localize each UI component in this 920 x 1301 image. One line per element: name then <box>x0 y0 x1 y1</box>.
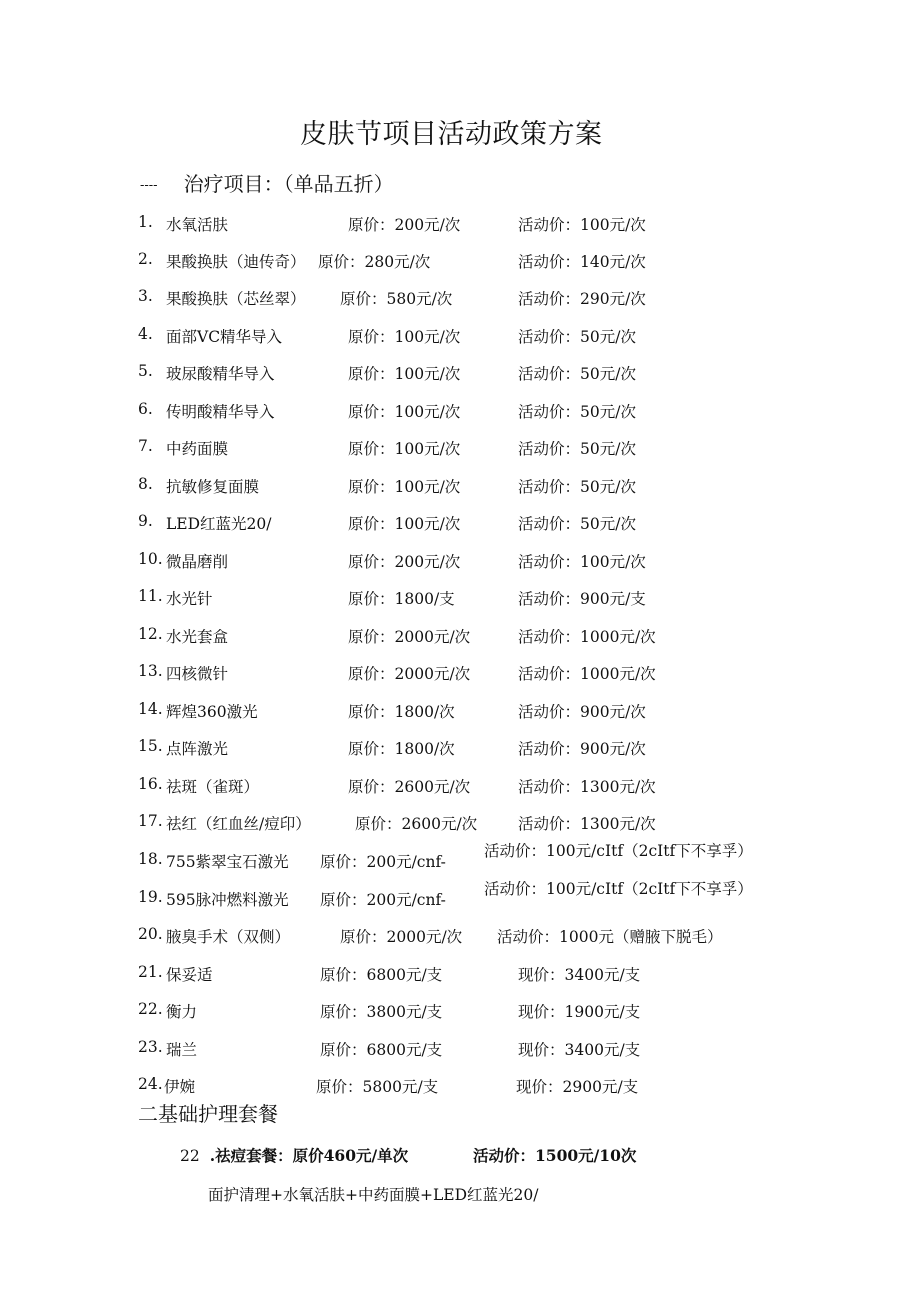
treatment-row <box>0 1038 920 1062</box>
item-activity-price: 活动价：1300元/次 <box>518 815 656 833</box>
item-activity-price: 现价：3400元/支 <box>518 966 641 984</box>
item-activity-price: 活动价：1000元/次 <box>518 665 656 683</box>
item-number: 8. <box>138 475 153 493</box>
item-number: 17. <box>138 812 163 830</box>
item-activity-price: 活动价：50元/次 <box>518 515 636 533</box>
package-number: 22 <box>180 1147 200 1165</box>
item-original-price: 原价：6800元/支 <box>320 1041 443 1059</box>
item-activity-price: 活动价：900元/次 <box>518 703 646 721</box>
item-original-price: 原价：100元/次 <box>348 365 461 383</box>
item-name: 水氧活肤 <box>166 216 229 234</box>
item-name: 腋臭手术（双侧） <box>166 928 291 946</box>
item-original-price: 原价：6800元/支 <box>320 966 443 984</box>
section-treatment-heading <box>140 168 394 197</box>
item-name: 点阵激光 <box>166 740 229 758</box>
section-dash: ---- <box>140 178 158 193</box>
item-number: 13. <box>138 662 163 680</box>
item-number: 21. <box>138 963 163 981</box>
treatment-row <box>0 662 920 686</box>
treatment-row <box>0 625 920 649</box>
item-number: 19. <box>138 888 163 906</box>
item-activity-price: 活动价：50元/次 <box>518 328 636 346</box>
item-number: 15. <box>138 737 163 755</box>
item-name: 755紫翠宝石激光 <box>166 853 289 871</box>
item-activity-price: 活动价：900元/支 <box>518 590 646 608</box>
item-original-price: 原价：2000元/次 <box>340 928 463 946</box>
item-name: 抗敏修复面膜 <box>166 478 260 496</box>
item-activity-price: 活动价：100元/次 <box>518 216 646 234</box>
item-number: 4. <box>138 325 153 343</box>
section-basic-care-heading: 二基础护理套餐 <box>138 1102 278 1126</box>
package-activity-price: 活动价：1500元/10次 <box>473 1146 637 1165</box>
package-label: .祛痘套餐：原价460元/单次 <box>209 1146 409 1165</box>
item-activity-price: 现价：3400元/支 <box>518 1041 641 1059</box>
treatment-row <box>0 437 920 461</box>
item-original-price: 原价：580元/次 <box>340 290 453 308</box>
item-number: 9. <box>138 512 153 530</box>
item-activity-price: 活动价：1000元（赠腋下脱毛） <box>497 928 723 946</box>
item-activity-price: 活动价：50元/次 <box>518 440 636 458</box>
item-activity-price: 活动价：100元/cItf（2cItf下不享孚） <box>484 842 753 860</box>
treatment-row <box>0 213 920 237</box>
item-original-price: 原价：1800/次 <box>348 703 455 721</box>
item-original-price: 原价：280元/次 <box>318 253 431 271</box>
package-acne <box>180 1144 637 1166</box>
item-name: 传明酸精华导入 <box>166 403 275 421</box>
item-original-price: 原价：100元/次 <box>348 440 461 458</box>
item-original-price: 原价：100元/次 <box>348 478 461 496</box>
item-number: 6. <box>138 400 153 418</box>
item-number: 14. <box>138 700 163 718</box>
item-original-price: 原价：2600元/次 <box>355 815 478 833</box>
item-number: 10. <box>138 550 163 568</box>
item-name: 果酸换肤（芯丝翠） <box>166 290 306 308</box>
item-name: 瑞兰 <box>166 1041 198 1059</box>
treatment-row <box>0 737 920 761</box>
item-original-price: 原价：1800/次 <box>348 740 455 758</box>
item-activity-price: 活动价：50元/次 <box>518 365 636 383</box>
item-number: 12. <box>138 625 163 643</box>
item-number: 16. <box>138 775 163 793</box>
item-original-price: 原价：3800元/支 <box>320 1003 443 1021</box>
item-original-price: 原价：2000元/次 <box>348 665 471 683</box>
section-label: 治疗项目：（单品五折） <box>183 172 394 196</box>
treatment-row <box>0 475 920 499</box>
treatment-row <box>0 400 920 424</box>
item-name: 四核微针 <box>166 665 229 683</box>
item-number: 5. <box>138 362 153 380</box>
treatment-row <box>0 250 920 274</box>
item-name: 中药面膜 <box>166 440 229 458</box>
item-activity-price: 活动价：100元/cItf（2cItf下不享孚） <box>484 880 753 898</box>
treatment-row <box>0 287 920 311</box>
item-number: 18. <box>138 850 163 868</box>
item-activity-price: 现价：1900元/支 <box>518 1003 641 1021</box>
treatment-row <box>0 963 920 987</box>
treatment-row <box>0 812 920 836</box>
item-name: 辉煌360激光 <box>166 703 258 721</box>
treatment-row <box>0 1075 920 1099</box>
item-name: 衡力 <box>166 1003 198 1021</box>
treatment-row <box>0 700 920 724</box>
item-activity-price: 活动价：140元/次 <box>518 253 646 271</box>
item-name: 面部VC精华导入 <box>166 328 283 346</box>
item-name: 微晶磨削 <box>166 553 229 571</box>
item-name: 伊婉 <box>164 1078 196 1096</box>
item-original-price: 原价：100元/次 <box>348 403 461 421</box>
item-original-price: 原价：200元/cnf- <box>320 853 446 871</box>
item-activity-price: 活动价：290元/次 <box>518 290 646 308</box>
item-original-price: 原价：2600元/次 <box>348 778 471 796</box>
item-original-price: 原价：100元/次 <box>348 328 461 346</box>
treatment-row <box>0 880 920 912</box>
item-original-price: 原价：2000元/次 <box>348 628 471 646</box>
item-name: 水光针 <box>166 590 213 608</box>
item-number: 11. <box>138 587 163 605</box>
item-number: 7. <box>138 437 153 455</box>
item-original-price: 原价：200元/次 <box>348 553 461 571</box>
treatment-row <box>0 325 920 349</box>
treatment-row <box>0 512 920 536</box>
item-name: 果酸换肤（迪传奇） <box>166 253 306 271</box>
item-name: 祛斑（雀斑） <box>166 778 260 796</box>
treatment-row <box>0 925 920 949</box>
item-activity-price: 活动价：1300元/次 <box>518 778 656 796</box>
item-number: 2. <box>138 250 153 268</box>
item-activity-price: 现价：2900元/支 <box>516 1078 639 1096</box>
item-name: LED红蓝光20/ <box>166 515 272 533</box>
treatment-row <box>0 1000 920 1024</box>
treatment-row <box>0 362 920 386</box>
item-number: 1. <box>138 213 153 231</box>
item-name: 595脉冲燃料激光 <box>166 891 289 909</box>
item-original-price: 原价：100元/次 <box>348 515 461 533</box>
item-number: 24. <box>138 1075 163 1093</box>
treatment-row <box>0 842 920 874</box>
treatment-row <box>0 550 920 574</box>
item-number: 20. <box>138 925 163 943</box>
item-activity-price: 活动价：1000元/次 <box>518 628 656 646</box>
item-name: 玻尿酸精华导入 <box>166 365 275 383</box>
item-activity-price: 活动价：50元/次 <box>518 478 636 496</box>
item-original-price: 原价：1800/支 <box>348 590 455 608</box>
item-original-price: 原价：200元/次 <box>348 216 461 234</box>
item-name: 水光套盒 <box>166 628 229 646</box>
item-number: 3. <box>138 287 153 305</box>
treatment-row <box>0 587 920 611</box>
item-name: 祛红（红血丝/痘印） <box>166 815 311 833</box>
page-title: 皮肤节项目活动政策方案 <box>300 119 603 150</box>
item-activity-price: 活动价：900元/次 <box>518 740 646 758</box>
treatment-row <box>0 775 920 799</box>
item-activity-price: 活动价：50元/次 <box>518 403 636 421</box>
item-original-price: 原价：200元/cnf- <box>320 891 446 909</box>
item-number: 22. <box>138 1000 163 1018</box>
item-activity-price: 活动价：100元/次 <box>518 553 646 571</box>
item-name: 保妥适 <box>166 966 213 984</box>
item-original-price: 原价：5800元/支 <box>316 1078 439 1096</box>
item-number: 23. <box>138 1038 163 1056</box>
package-details: 面护清理+水氧活肤+中药面膜+LED红蓝光20/ <box>208 1186 539 1204</box>
